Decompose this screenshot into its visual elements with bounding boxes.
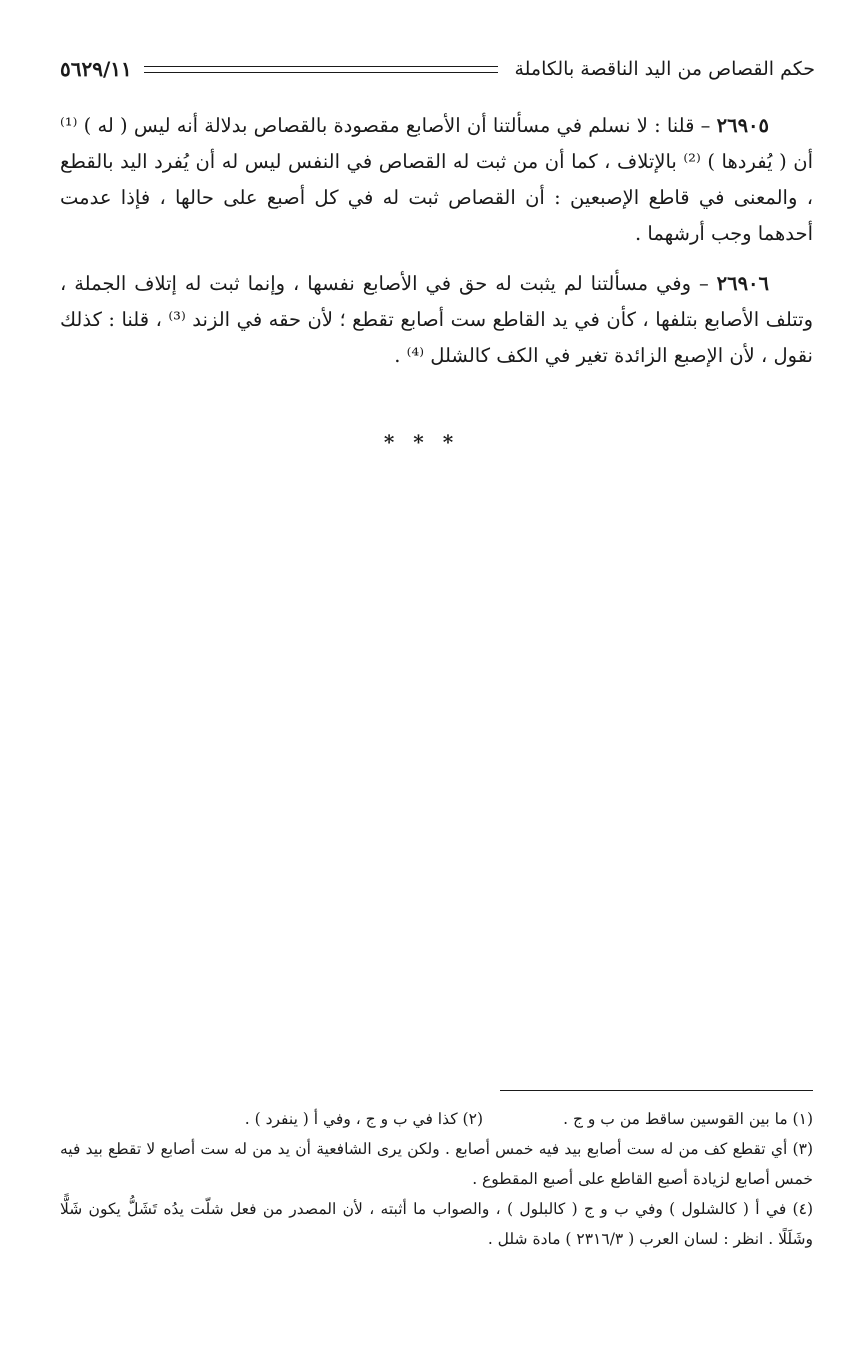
header-rule xyxy=(144,66,499,73)
footnote-row xyxy=(60,1104,813,1134)
header-title: حكم القصاص من اليد الناقصة بالكاملة xyxy=(514,58,815,80)
paragraph-number: ٢٦٩٠٥ xyxy=(716,114,769,137)
running-header xyxy=(60,52,815,86)
paragraph xyxy=(60,108,813,252)
paragraph-number: ٢٦٩٠٦ xyxy=(716,272,769,295)
paragraph xyxy=(60,266,813,374)
footnote-4: (٤) في أ ( كالشلول ) وفي ب و ج ( كالبلول ) ، والصواب ما أثبته ، لأن المصدر من فعل شلّت يدُه تَشَلُّ يكون شَلًّا وشَلَلًا . انظر : لسان العرب ( ٢٣١٦/٣ ) مادة شلل . xyxy=(60,1200,813,1248)
footnotes xyxy=(60,1104,813,1254)
footnote-3: (٣) أي تقطع كف من له ست أصابع بيد فيه خمس أصابع . ولكن يرى الشافعية أن يد من له ست أصابع لا تقطع بيد فيه خمس أصابع لزيادة أصبع القاطع على أصبع المقطوع . xyxy=(60,1140,813,1188)
paragraph-text: – وفي مسألتنا لم يثبت له حق في الأصابع نفسها ، وإنما ثبت له إتلاف الجملة ، وتتلف الأصابع بتلفها ، كأن في يد القاطع ست أصابع تقطع ؛ لأن حقه في الزند ⁽³⁾ ، قلنا : كذلك نقول ، لأن الإصبع الزائدة تغير في الكف كالشلل ⁽⁴⁾ . xyxy=(60,272,813,367)
page-number: ٥٦٢٩/١١ xyxy=(60,57,132,81)
paragraph-text: – قلنا : لا نسلم في مسألتنا أن الأصابع مقصودة بالقصاص بدلالة أنه ليس ( له ) ⁽¹⁾ أن ( يُفردها ) ⁽²⁾ بالإتلاف ، كما أن من ثبت له القصاص في النفس ليس له أن يُفرد اليد بالقطع ، والمعنى في قاطع الإصبعين : أن القصاص ثبت له في كل أصبع على حالها ، فإذا عدمت أحدهما وجب أرشهما . xyxy=(60,114,813,245)
footnote-2: (٢) كذا في ب و ج ، وفي أ ( ينفرد ) . xyxy=(244,1110,483,1128)
footnote-1: (١) ما بين القوسين ساقط من ب و ج . xyxy=(563,1110,813,1128)
footnote-divider xyxy=(500,1090,813,1091)
section-separator: * * * xyxy=(383,430,460,454)
main-text xyxy=(60,108,813,388)
